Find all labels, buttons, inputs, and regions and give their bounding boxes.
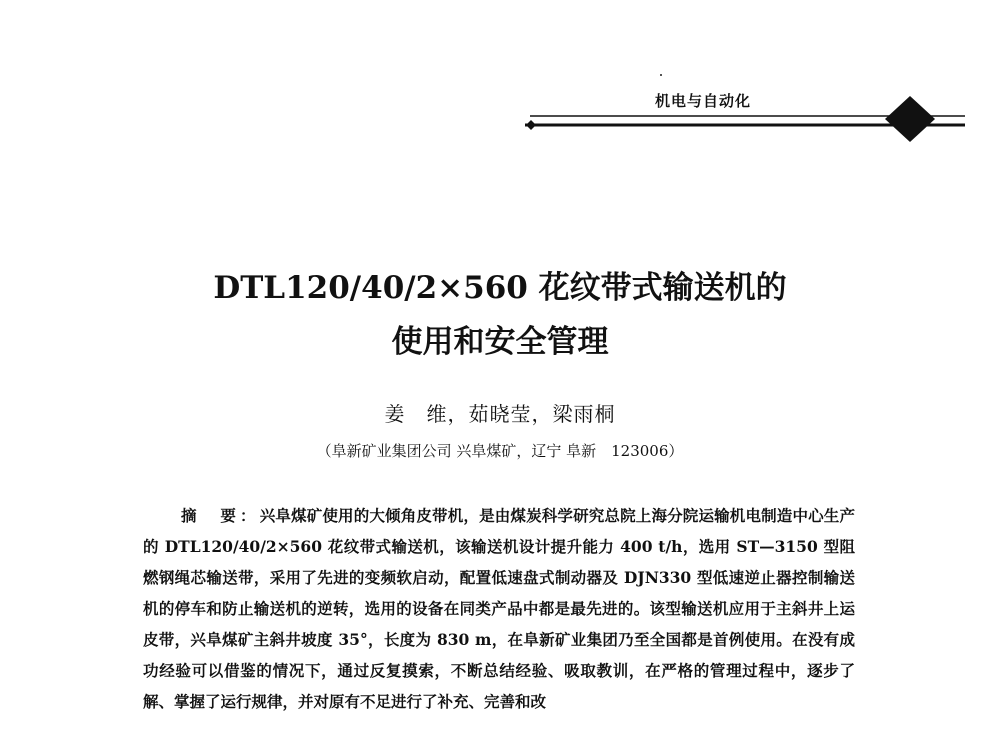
diamond-right-icon	[885, 96, 935, 142]
affiliation: （阜新矿业集团公司 兴阜煤矿，辽宁 阜新 123006）	[316, 442, 684, 460]
header-rule	[0, 0, 1000, 160]
abstract	[143, 500, 855, 717]
abstract-text: 兴阜煤矿使用的大倾角皮带机，是由煤炭科学研究总院上海分院运输机电制造中心生产的 DTL120/40/2×560 花纹带式输送机，该输送机设计提升能力 400 t/h，选用 ST—3150 型阻燃钢绳芯输送带，采用了先进的变频软启动，配置低速盘式制动器及 DJN330 型低速逆止器控制输送机的停车和防止输送机的逆转，选用的设备在同类产品中都是最先进的。该型输送机应用于主斜井上运皮带，兴阜煤矿主斜井坡度 35°，长度为 830 m，在阜新矿业集团乃至全国都是首例使用。在没有成功经验可以借鉴的情况下，通过反复摸索，不断总结经验、吸取教训，在严格的管理过程中，逐步了解、掌握了运行规律，并对原有不足进行了补充、完善和改	[143, 506, 855, 711]
abstract-label: 摘 要：	[181, 506, 260, 525]
section-label: 机电与自动化	[655, 92, 752, 110]
paper-title-line-2: 使用和安全管理	[391, 324, 609, 360]
authors: 姜 维，茹晓莹，梁雨桐	[384, 402, 616, 426]
diamond-left-icon	[526, 120, 536, 130]
paper-title-line-1: DTL120/40/2×560 花纹带式输送机的	[213, 270, 787, 306]
